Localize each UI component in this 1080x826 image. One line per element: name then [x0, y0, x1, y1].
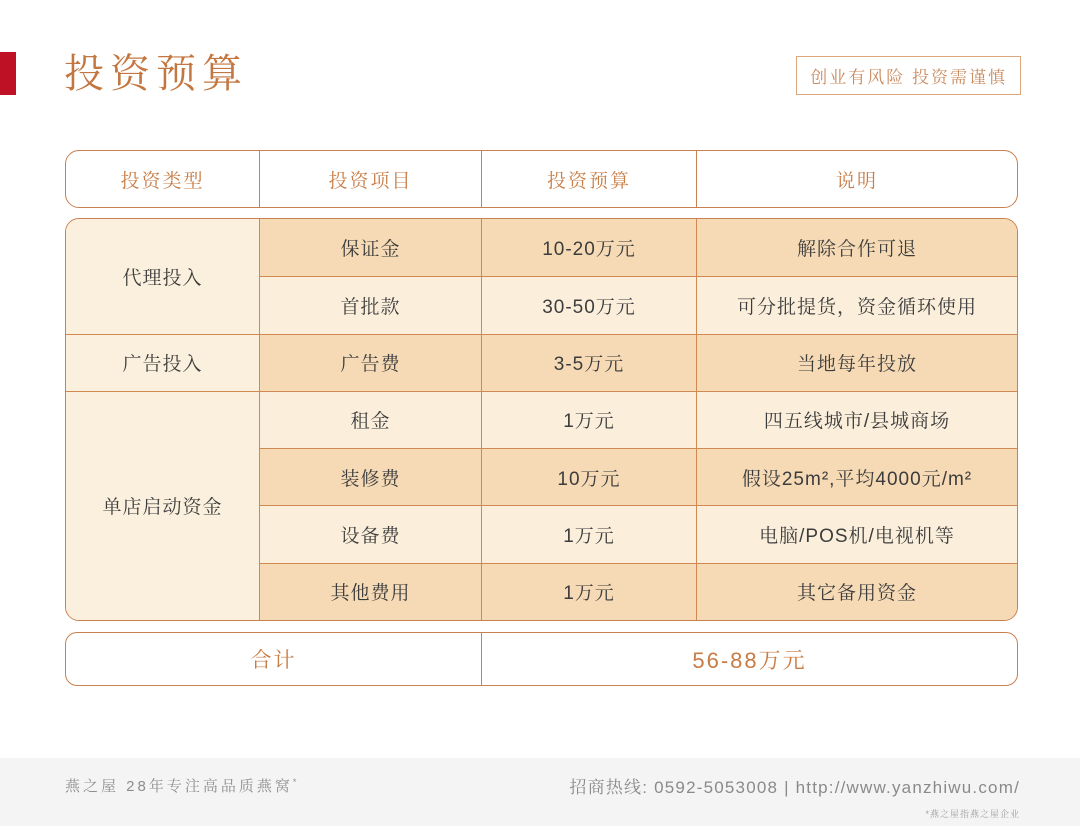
disclaimer-text: 创业有风险 投资需谨慎: [810, 68, 1007, 87]
red-accent-bar: [0, 52, 16, 95]
footer-brand-mark: *: [292, 777, 297, 787]
header-cell-note: 说明: [696, 151, 1017, 207]
budget-cell: 1万元: [481, 505, 696, 562]
footer-brand-text: 燕之屋 28年专注高品质燕窝: [65, 778, 293, 795]
item-cell: 租金: [259, 391, 481, 448]
note-cell: 可分批提货，资金循环使用: [696, 276, 1017, 333]
footer-note: *燕之屋指燕之屋企业: [925, 809, 1020, 819]
item-cell: 首批款: [259, 276, 481, 333]
type-cell: 广告投入: [66, 334, 259, 391]
table-body: [65, 218, 1018, 621]
type-cell: 代理投入: [66, 219, 259, 334]
budget-cell: 10-20万元: [481, 219, 696, 276]
note-cell: 解除合作可退: [696, 219, 1017, 276]
item-cell: 保证金: [259, 219, 481, 276]
table-header-row: [65, 150, 1018, 208]
footer: [0, 758, 1080, 826]
item-cell: 装修费: [259, 448, 481, 505]
total-label: 合计: [250, 649, 297, 672]
note-cell: 其它备用资金: [696, 563, 1017, 620]
header-cell-item: 投资项目: [259, 151, 481, 207]
budget-cell: 1万元: [481, 391, 696, 448]
item-cell: 设备费: [259, 505, 481, 562]
note-cell: 当地每年投放: [696, 334, 1017, 391]
budget-cell: 1万元: [481, 563, 696, 620]
budget-cell: 3-5万元: [481, 334, 696, 391]
item-cell: 其他费用: [259, 563, 481, 620]
header-cell-type: 投资类型: [120, 170, 205, 192]
type-cell: 单店启动资金: [66, 391, 259, 620]
page-title: 投资预算: [64, 52, 248, 96]
budget-cell: 10万元: [481, 448, 696, 505]
footer-brand: [65, 775, 296, 796]
item-cell: 广告费: [259, 334, 481, 391]
disclaimer-box: [796, 56, 1021, 95]
total-value: 56-88万元: [481, 633, 1017, 685]
note-cell: 四五线城市/县城商场: [696, 391, 1017, 448]
note-cell: 电脑/POS机/电视机等: [696, 505, 1017, 562]
budget-cell: 30-50万元: [481, 276, 696, 333]
header-cell-budget: 投资预算: [481, 151, 696, 207]
note-cell: 假设25m²,平均4000元/m²: [696, 448, 1017, 505]
footer-contact: 招商热线: 0592-5053008 | http://www.yanzhiwu.com/: [569, 778, 1020, 797]
total-row: [65, 632, 1018, 686]
